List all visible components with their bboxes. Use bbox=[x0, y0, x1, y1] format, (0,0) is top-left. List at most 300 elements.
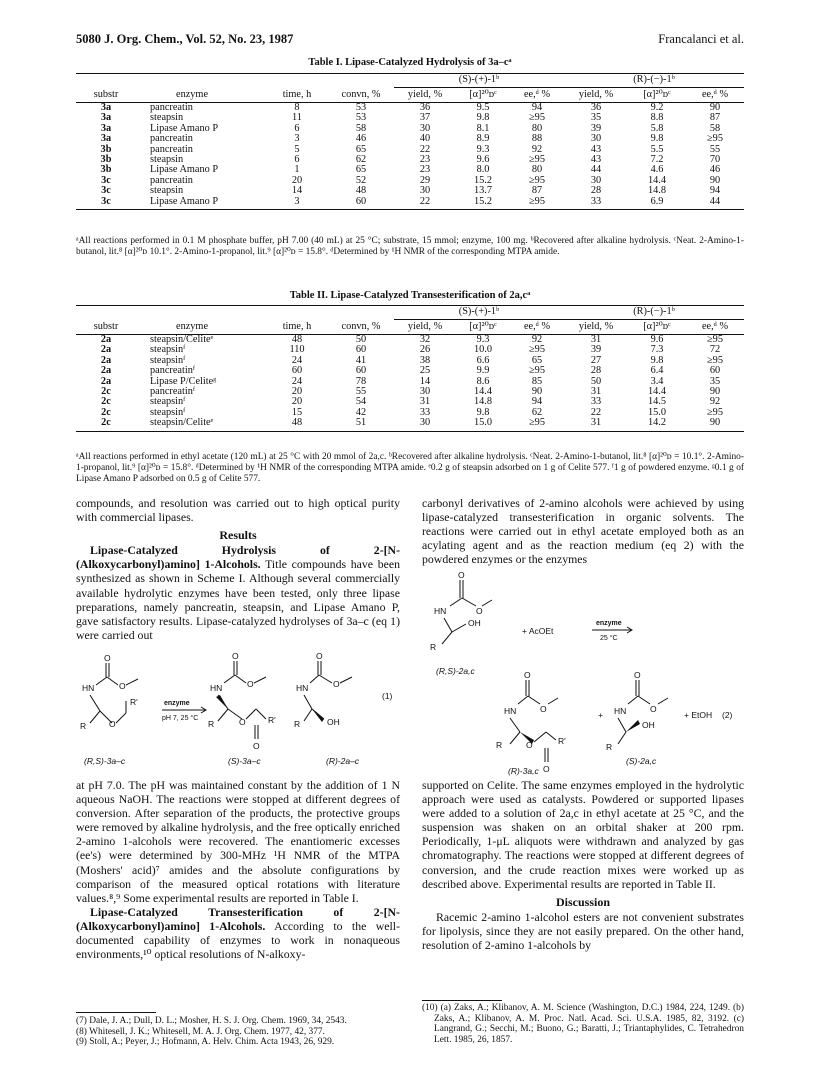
table-cell: ≥95 bbox=[707, 354, 723, 366]
table-cell: steapsinᶠ bbox=[150, 354, 186, 366]
table-cell: 14.4 bbox=[473, 386, 493, 398]
transesterification-text: According to the well-documented capability of enzymes to work in nonaqueous environments,¹⁰ optical resolutions of N-alkoxy- bbox=[76, 918, 400, 962]
eq1-hn-2: HN bbox=[210, 683, 223, 693]
table2-group-s: (S)-(+)-1ᵇ bbox=[394, 306, 564, 320]
table-cell: 2a bbox=[100, 375, 112, 387]
table-cell: steapsin/Celiteᵉ bbox=[136, 418, 266, 431]
right-column-bottom bbox=[422, 778, 744, 952]
table-cell: steapsinᶠ bbox=[150, 344, 186, 356]
table-cell: 44 bbox=[686, 197, 744, 210]
table-cell: 2c bbox=[101, 406, 111, 418]
eq1-label-2: (S)-3a–c bbox=[228, 756, 261, 766]
table2-col-header: yield, % bbox=[394, 320, 456, 335]
table-cell: 27 bbox=[590, 354, 602, 366]
table-cell: 6.4 bbox=[650, 365, 664, 377]
table-cell: 80 bbox=[531, 164, 543, 176]
table-cell: 6.9 bbox=[628, 197, 686, 210]
table-cell: 50 bbox=[590, 375, 602, 387]
table-cell: 11 bbox=[292, 112, 302, 124]
table-cell: 92 bbox=[709, 396, 721, 408]
table1-col-header: time, h bbox=[266, 88, 328, 103]
table-cell: 90 bbox=[709, 102, 721, 113]
table-cell: pancreatin bbox=[150, 143, 193, 155]
table-cell: ≥95 bbox=[707, 133, 723, 145]
table2-col-header: yield, % bbox=[564, 320, 628, 335]
table-row bbox=[76, 418, 744, 431]
table-cell: 26 bbox=[419, 344, 431, 356]
table-cell: steapsin bbox=[150, 185, 184, 197]
table-cell: 9.8 bbox=[476, 112, 490, 124]
eq1-r-3: R bbox=[294, 719, 301, 729]
table-cell: 94 bbox=[531, 102, 543, 113]
table-cell: 14.5 bbox=[647, 396, 667, 408]
table-cell: 30 bbox=[419, 386, 431, 398]
left-column-top bbox=[76, 496, 400, 642]
table-cell: 14.4 bbox=[647, 174, 667, 186]
eq1-arrow-top: enzyme bbox=[164, 700, 190, 707]
table-cell: 2c bbox=[101, 396, 111, 408]
table-cell: 9.5 bbox=[476, 102, 490, 113]
table-cell: 48 bbox=[291, 334, 303, 345]
hydrolysis-heading: Lipase-Catalyzed Hydrolysis of 2-[N-(Alkoxycarbonyl)amino] 1-Alcohols. bbox=[76, 543, 400, 572]
table-cell: 33 bbox=[419, 406, 431, 418]
table2-col-header: time, h bbox=[266, 320, 328, 335]
eq1-o-9: O bbox=[333, 679, 340, 689]
table-cell: 9.6 bbox=[650, 334, 664, 345]
table-cell: 35 bbox=[709, 375, 721, 387]
table2-group-r: (R)-(−)-1ᵇ bbox=[564, 306, 744, 320]
table-cell: ≥95 bbox=[529, 174, 545, 186]
eq2-hn-2: HN bbox=[504, 706, 517, 716]
table-cell: 62 bbox=[531, 406, 543, 418]
hydrolysis-text: Title compounds have been synthesized as shown in Scheme I. Although several commercially available hydrolytic enzymes have been tested, only three lipase preparations, namely pancreatin, steapsin, and Lipase Amano P, gave satisfactory results. Lipase-catalyzed hydrolyses of 3a–c (eq 1) were carried out bbox=[76, 557, 400, 642]
table-cell: 44 bbox=[590, 164, 602, 176]
table-cell: pancreatinᶠ bbox=[150, 365, 196, 377]
table-cell: 5 bbox=[294, 143, 300, 155]
table1-col-header: convn, % bbox=[328, 88, 394, 103]
hydrolysis-paragraph bbox=[76, 543, 400, 642]
eq2-o-2: O bbox=[476, 606, 483, 616]
table1-col-header: ee,ᵈ % bbox=[686, 88, 744, 103]
eq1-label-3: (R)-2a–c bbox=[326, 756, 360, 766]
table-cell: 48 bbox=[355, 185, 367, 197]
eq2-rp: R' bbox=[558, 736, 566, 746]
table-cell: ≥95 bbox=[510, 418, 564, 431]
table-cell: 51 bbox=[328, 418, 394, 431]
left-references bbox=[76, 1016, 400, 1048]
table2-col-header: enzyme bbox=[136, 320, 266, 335]
table1-col-header: substr bbox=[76, 88, 136, 103]
table-cell: 30 bbox=[590, 174, 602, 186]
eq2-r-2: R bbox=[496, 740, 503, 750]
table-cell: 14.2 bbox=[628, 418, 686, 431]
table-cell: 29 bbox=[419, 174, 431, 186]
table-cell: 8.9 bbox=[476, 133, 490, 145]
table-cell: 15.0 bbox=[647, 406, 667, 418]
authors: Francalanci et al. bbox=[658, 32, 744, 46]
table-cell: steapsinᶠ bbox=[150, 406, 186, 418]
table-cell: 80 bbox=[531, 122, 543, 134]
eq1-o-8: O bbox=[316, 653, 323, 661]
table-cell: 3c bbox=[101, 185, 111, 197]
eq1-o-2: O bbox=[119, 681, 126, 691]
table2-col-header: ee,ᵈ % bbox=[510, 320, 564, 335]
eq2-arrow-bottom: 25 °C bbox=[600, 635, 618, 642]
table-cell: 8.8 bbox=[650, 112, 664, 124]
table1-col-header: [α]²⁰ᴅᶜ bbox=[456, 88, 510, 103]
equation-2 bbox=[422, 568, 744, 776]
table-cell: 33 bbox=[564, 197, 628, 210]
table-cell: 8.6 bbox=[476, 375, 490, 387]
eq1-label-1: (R,S)-3a–c bbox=[84, 756, 126, 766]
table-cell: 7.2 bbox=[650, 154, 664, 166]
table-cell: 9.8 bbox=[650, 354, 664, 366]
table-cell: 2c bbox=[76, 418, 136, 431]
table-cell: Lipase Amano P bbox=[150, 164, 219, 176]
table-cell: 58 bbox=[709, 122, 721, 134]
table-cell: 87 bbox=[531, 185, 543, 197]
table-cell: 65 bbox=[531, 354, 543, 366]
eq1-number: (1) bbox=[382, 691, 393, 701]
eq2-plus: + bbox=[598, 710, 603, 720]
table-cell: 60 bbox=[709, 365, 721, 377]
left-para-0: compounds, and resolution was carried out to high optical purity with commercial lipases. bbox=[76, 496, 400, 525]
table-cell: 9.8 bbox=[476, 406, 490, 418]
table-cell: 3b bbox=[100, 143, 112, 155]
right-para-1: carbonyl derivatives of 2-amino alcohols were achieved by using lipase-catalyzed transesterification in organic solvents. The reactions were carried out in ethyl acetate employed both as an acylating agent and as the reaction medium (eq 2) with the powdered enzymes or the enzymes bbox=[422, 496, 744, 567]
table-cell: Lipase P/Celiteᵍ bbox=[150, 375, 217, 387]
table-cell: ≥95 bbox=[529, 365, 545, 377]
table-cell: ≥95 bbox=[510, 197, 564, 210]
table-cell: 2a bbox=[100, 365, 112, 377]
table-cell: 36 bbox=[419, 102, 431, 113]
table-cell: 9.8 bbox=[650, 133, 664, 145]
eq2-o-6: O bbox=[543, 764, 550, 774]
table-cell: 2a bbox=[100, 334, 112, 345]
table1-col-header: yield, % bbox=[394, 88, 456, 103]
table-cell: ≥95 bbox=[707, 406, 723, 418]
table-cell: 55 bbox=[709, 143, 721, 155]
table-cell: 41 bbox=[355, 354, 367, 366]
table-cell: 6 bbox=[294, 154, 300, 166]
table-cell: 9.2 bbox=[650, 102, 664, 113]
table1-col-header: enzyme bbox=[136, 88, 266, 103]
table-cell: 20 bbox=[291, 396, 303, 408]
right-references bbox=[422, 1003, 744, 1045]
eq1-rp-2: R' bbox=[268, 715, 276, 725]
eq2-arrow-top: enzyme bbox=[596, 620, 622, 627]
table-cell: 46 bbox=[709, 164, 721, 176]
table2-footnote: ᵃAll reactions performed in ethyl acetate (120 mL) at 25 °C with 20 mmol of 2a,c. ᵇRecovered after alkaline hydrolysis. ᶜNeat. 2-Amino-1-butanol, lit.⁸ [α]²⁰ᴅ = 10.1°. 2-Amino-1-propanol, lit.⁹ [α]²⁰ᴅ = 15.8°. ᵈDetermined by ¹H NMR of the corresponding MTPA amide. ᵉ0.2 g of steapsin adsorbed on 1 g of Celite 577. ᶠ1 g of powdered enzyme. ᵍ0.1 g of Lipase Amano P adsorbed on 0.5 g of Celite 577. bbox=[76, 452, 744, 484]
table-cell: 31 bbox=[590, 386, 602, 398]
table-cell: 6 bbox=[294, 122, 300, 134]
table-cell: 15 bbox=[291, 406, 303, 418]
table-cell: 50 bbox=[355, 334, 367, 345]
table2-caption: Table II. Lipase-Catalyzed Transesterification of 2a,cᵃ bbox=[289, 290, 531, 301]
eq1-oh: OH bbox=[327, 717, 340, 727]
table-cell: 38 bbox=[419, 354, 431, 366]
right-footnote-rule bbox=[422, 1000, 502, 1001]
table-cell: 3a bbox=[100, 133, 112, 145]
table-cell: 3.4 bbox=[650, 375, 664, 387]
table2-col-header: ee,ᵈ % bbox=[686, 320, 744, 335]
reference-item: (7) Dale, J. A.; Dull, D. L.; Mosher, H. S. J. Org. Chem. 1969, 34, 2543. bbox=[76, 1016, 347, 1026]
table-cell: 13.7 bbox=[473, 185, 493, 197]
table-row bbox=[76, 197, 744, 210]
table1-group-s: (S)-(+)-1ᵇ bbox=[394, 74, 564, 88]
left-column-bottom bbox=[76, 778, 400, 961]
table-cell: 43 bbox=[590, 143, 602, 155]
eq1-hn-1: HN bbox=[82, 683, 95, 693]
eq1-o-3: O bbox=[109, 719, 116, 729]
table-cell: 8.0 bbox=[476, 164, 490, 176]
table-cell: 30 bbox=[419, 122, 431, 134]
table-cell: 78 bbox=[355, 375, 367, 387]
table-cell: 23 bbox=[419, 154, 431, 166]
table2-body bbox=[76, 335, 744, 432]
table-cell: 55 bbox=[355, 386, 367, 398]
table-cell: steapsin/Celiteᵉ bbox=[150, 334, 214, 345]
eq1-hn-3: HN bbox=[296, 683, 309, 693]
table-cell: 20 bbox=[291, 174, 303, 186]
eq2-label-prod2: (S)-2a,c bbox=[626, 756, 657, 766]
table1-body bbox=[76, 103, 744, 210]
table-cell: ≥95 bbox=[707, 334, 723, 345]
table-cell: 9.9 bbox=[476, 365, 490, 377]
table-cell: 30 bbox=[394, 418, 456, 431]
eq2-oh-1: OH bbox=[468, 618, 481, 628]
transesterification-heading: Lipase-Catalyzed Transesterification of 2-[N-(Alkoxycarbonyl)amino] 1-Alcohols. bbox=[76, 904, 400, 933]
table2-col-header: [α]²⁰ᴅᶜ bbox=[456, 320, 510, 335]
running-header bbox=[76, 32, 744, 48]
eq2-o-8: O bbox=[650, 704, 657, 714]
table-cell: 65 bbox=[355, 164, 367, 176]
table-cell: 25 bbox=[419, 365, 431, 377]
table-cell: 3a bbox=[100, 122, 112, 134]
table1-footnote: ᵃAll reactions performed in 0.1 M phosphate buffer, pH 7.00 (40 mL) at 25 °C; substrate, 15 mmol; enzyme, 100 mg. ᵇRecovered after alkaline hydrolysis. ᶜNeat. 2-Amino-1-butanol, lit.⁸ [α]²⁰ᴅ 10.1°. 2-Amino-1-propanol, lit.⁹ [α]²⁰ᴅ = 15.8°. ᵈDetermined by ¹H NMR of the corresponding MTPA amide. bbox=[76, 236, 744, 257]
table-cell: 3a bbox=[100, 102, 112, 113]
table-cell: 3b bbox=[100, 154, 112, 166]
table-cell: 60 bbox=[355, 344, 367, 356]
table-cell: pancreatin bbox=[150, 102, 193, 113]
eq2-r-1: R bbox=[430, 642, 437, 652]
left-para-2: at pH 7.0. The pH was maintained constant by the addition of 1 N aqueous NaOH. The reactions were stopped at different degrees of conversion. After separation of the products, the protective groups were removed by alkaline hydrolysis, and the free optically enriched 2-amino 1-alcohols were recovered. The enantiomeric excesses (ee's) were determined by 300-MHz ¹H NMR of the MTPA (Moshers' acid)⁷ amides and the absolute configurations by comparison of the measured optical rotations with literature values.⁸,⁹ Some experimental results are reported in Table I. bbox=[76, 778, 400, 905]
table-cell: 15.2 bbox=[473, 174, 493, 186]
table-cell: 9.3 bbox=[476, 334, 490, 345]
table-cell: 14.8 bbox=[473, 396, 493, 408]
table-cell: 31 bbox=[590, 334, 602, 345]
table-cell: 33 bbox=[590, 396, 602, 408]
table-cell: 60 bbox=[291, 365, 303, 377]
eq1-r-1: R bbox=[80, 721, 87, 731]
eq1-arrow-bottom: pH 7, 25 °C bbox=[162, 715, 199, 722]
eq2-r-3: R bbox=[606, 742, 613, 752]
table-cell: 92 bbox=[531, 334, 543, 345]
table-cell: 90 bbox=[686, 418, 744, 431]
table2 bbox=[76, 305, 744, 432]
table-cell: 62 bbox=[355, 154, 367, 166]
table1-col-header: yield, % bbox=[564, 88, 628, 103]
table-cell: 60 bbox=[355, 365, 367, 377]
eq1-o-5: O bbox=[247, 679, 254, 689]
table-cell: 2a bbox=[100, 354, 112, 366]
table-cell: 85 bbox=[531, 375, 543, 387]
table1 bbox=[76, 73, 744, 210]
table-cell: 65 bbox=[355, 143, 367, 155]
table1-header-row bbox=[76, 88, 744, 103]
table-cell: 36 bbox=[590, 102, 602, 113]
eq1-o-7: O bbox=[253, 741, 260, 751]
table2-col-header: [α]²⁰ᴅᶜ bbox=[628, 320, 686, 335]
table-cell: 14.8 bbox=[647, 185, 667, 197]
eq2-label-top: (R,S)-2a,c bbox=[436, 666, 475, 676]
table-cell: 2a bbox=[100, 344, 112, 356]
table-cell: 22 bbox=[590, 406, 602, 418]
table2-header-row bbox=[76, 320, 744, 335]
eq2-o-7: O bbox=[634, 670, 641, 680]
reference-item: (8) Whitesell, J. K.; Whitesell, M. A. J. Org. Chem. 1977, 42, 377. bbox=[76, 1026, 325, 1037]
eq2-label-prod1: (R)-3a,c bbox=[508, 766, 539, 776]
eq1-o-4: O bbox=[232, 653, 239, 661]
table-cell: 87 bbox=[709, 112, 721, 124]
table-cell: 35 bbox=[590, 112, 602, 124]
table-cell: steapsinᶠ bbox=[150, 396, 186, 408]
eq2-o-3: O bbox=[524, 670, 531, 680]
table-cell: 46 bbox=[355, 133, 367, 145]
eq1-o-1: O bbox=[104, 653, 111, 663]
eq2-hn-3: HN bbox=[614, 706, 627, 716]
table-cell: 1 bbox=[294, 164, 300, 176]
transesterification-paragraph bbox=[76, 905, 400, 961]
table-cell: pancreatin bbox=[150, 174, 193, 186]
table-cell: 30 bbox=[590, 133, 602, 145]
table-cell: 28 bbox=[590, 185, 602, 197]
table-cell: ≥95 bbox=[529, 344, 545, 356]
table-cell: 39 bbox=[590, 122, 602, 134]
table-cell: 39 bbox=[590, 344, 602, 356]
table-cell: 5.8 bbox=[650, 122, 664, 134]
table-cell: 6.6 bbox=[476, 354, 490, 366]
table-cell: 8.1 bbox=[476, 122, 490, 134]
table-cell: 20 bbox=[291, 386, 303, 398]
table-cell: 3c bbox=[101, 174, 111, 186]
left-footnote-rule bbox=[76, 1012, 156, 1013]
equation-1 bbox=[76, 653, 406, 769]
table-cell: 30 bbox=[419, 185, 431, 197]
table-cell: 7.3 bbox=[650, 344, 664, 356]
table-cell: 3b bbox=[100, 164, 112, 176]
table-cell: 32 bbox=[419, 334, 431, 345]
table-cell: 88 bbox=[531, 133, 543, 145]
table-cell: 53 bbox=[355, 112, 367, 124]
table-cell: pancreatin bbox=[150, 133, 193, 145]
table2-col-header: convn, % bbox=[328, 320, 394, 335]
table-cell: 54 bbox=[355, 396, 367, 408]
table-cell: 31 bbox=[564, 418, 628, 431]
eq2-hn-1: HN bbox=[434, 606, 447, 616]
eq1-o-6: O bbox=[239, 717, 246, 727]
eq2-o-5: O bbox=[526, 740, 533, 750]
table-cell: 3a bbox=[100, 112, 112, 124]
table-cell: Lipase Amano P bbox=[136, 197, 266, 210]
table-cell: 15.2 bbox=[456, 197, 510, 210]
table-cell: 5.5 bbox=[650, 143, 664, 155]
table1-group-r: (R)-(−)-1ᵇ bbox=[564, 74, 744, 88]
table-cell: 60 bbox=[328, 197, 394, 210]
table-cell: 52 bbox=[355, 174, 367, 186]
eq2-number: (2) bbox=[722, 710, 733, 720]
table-cell: 43 bbox=[590, 154, 602, 166]
table-cell: 4.6 bbox=[650, 164, 664, 176]
table1-col-header: [α]²⁰ᴅᶜ bbox=[628, 88, 686, 103]
right-column-top bbox=[422, 496, 744, 566]
table-cell: 72 bbox=[709, 344, 721, 356]
table-cell: 37 bbox=[419, 112, 431, 124]
eq1-rp-1: R' bbox=[130, 697, 138, 707]
table-cell: 14 bbox=[419, 375, 431, 387]
discussion-heading: Discussion bbox=[555, 894, 611, 909]
table-cell: 14.4 bbox=[647, 386, 667, 398]
table-cell: 15.0 bbox=[456, 418, 510, 431]
table-cell: 14 bbox=[291, 185, 303, 197]
table-cell: ≥95 bbox=[529, 154, 545, 166]
table-cell: ≥95 bbox=[529, 112, 545, 124]
table-cell: 22 bbox=[394, 197, 456, 210]
table-cell: 28 bbox=[590, 365, 602, 377]
eq2-o-1: O bbox=[458, 570, 465, 580]
results-heading: Results bbox=[219, 528, 257, 543]
table-cell: 8 bbox=[294, 102, 300, 113]
table-cell: 3 bbox=[294, 133, 300, 145]
table-cell: 31 bbox=[419, 396, 431, 408]
table-cell: 90 bbox=[709, 174, 721, 186]
table-cell: 90 bbox=[531, 386, 543, 398]
right-para-2: supported on Celite. The same enzymes employed in the hydrolytic approach were used as catalysts. Powdered or supported lipases were added to a solution of 2a,c in ethyl acetate at 25 °C, and the suspension was shaken on an orbital shaker at 200 rpm. Periodically, 1-μL aliquots were withdrawn and analyzed by gas chromatography. The reactions were stopped at different degrees of conversion, and the crude reaction mixes were worked up as described above. Experimental results are reported in Table II. bbox=[422, 778, 744, 891]
eq2-o-4: O bbox=[540, 704, 547, 714]
page-journal: 5080 J. Org. Chem., Vol. 52, No. 23, 1987 bbox=[76, 32, 294, 46]
table-cell: 9.6 bbox=[476, 154, 490, 166]
eq2-reagent: + AcOEt bbox=[522, 626, 554, 636]
table-cell: pancreatinᶠ bbox=[150, 386, 196, 398]
table-cell: 23 bbox=[419, 164, 431, 176]
table-cell: 22 bbox=[419, 143, 431, 155]
right-para-3: Racemic 2-amino 1-alcohol esters are not convenient substrates for lipolysis, since they are not easily prepared. On the other hand, resolution of 2-amino 1-alcohols by bbox=[422, 909, 744, 953]
table-cell: 53 bbox=[355, 102, 367, 113]
table-cell: 9.3 bbox=[476, 143, 490, 155]
reference-item: (9) Stoll, A.; Peyer, J.; Hofmann, A. Helv. Chim. Acta 1943, 26, 929. bbox=[76, 1037, 335, 1047]
table-cell: 42 bbox=[355, 406, 367, 418]
table-cell: 94 bbox=[709, 185, 721, 197]
table-cell: Lipase Amano P bbox=[150, 122, 219, 134]
reference-item: (10) (a) Zaks, A.; Klibanov, A. M. Science (Washington, D.C.) 1984, 224, 1249. (b) Zaks, A.; Klibanov, A. M. Proc. Natl. Acad. Sci. U.S.A. 1985, 82, 3192. (c) Langrand, G.; Secchi, M.; Buono, G.; Baratti, J.; Triantaphylides, C. Tetrahedron Lett. 1985, 26, 1857. bbox=[422, 1003, 744, 1045]
table1-caption: Table I. Lipase-Catalyzed Hydrolysis of 3a–cᵃ bbox=[308, 57, 512, 68]
table-cell: 90 bbox=[709, 386, 721, 398]
table-cell: 92 bbox=[531, 143, 543, 155]
eq2-oh-2: OH bbox=[642, 720, 655, 730]
table-cell: 3c bbox=[76, 197, 136, 210]
table-cell: steapsin bbox=[150, 112, 184, 124]
eq1-r-2: R bbox=[208, 719, 215, 729]
table-cell: 48 bbox=[266, 418, 328, 431]
table2-col-header: substr bbox=[76, 320, 136, 335]
table-cell: 24 bbox=[291, 375, 303, 387]
table-cell: 58 bbox=[355, 122, 367, 134]
table-cell: 94 bbox=[531, 396, 543, 408]
table-cell: 10.0 bbox=[473, 344, 493, 356]
table-cell: 40 bbox=[419, 133, 431, 145]
table-cell: steapsin bbox=[150, 154, 184, 166]
eq2-etoh: + EtOH bbox=[684, 710, 713, 720]
